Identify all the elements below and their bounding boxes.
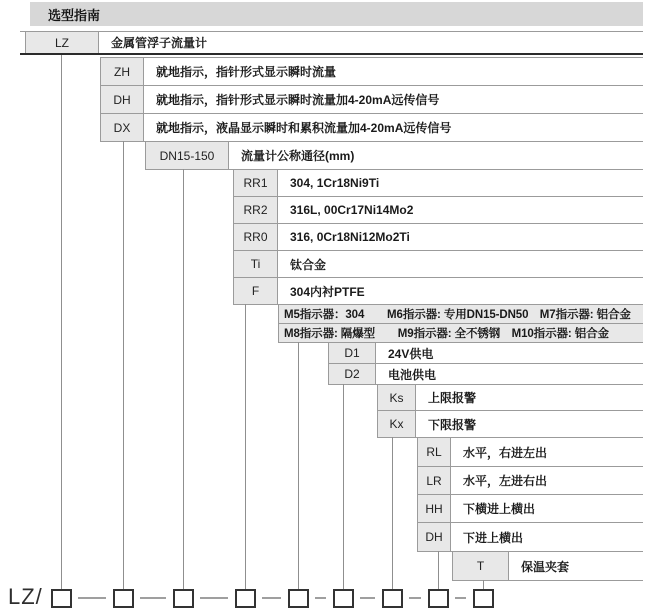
dash-separator	[315, 597, 326, 599]
option-row	[25, 31, 643, 53]
connector-line	[343, 384, 344, 589]
connector-line	[438, 551, 439, 589]
note-text: M8指示器: 隔爆型 M9指示器: 全不锈钢 M10指示器: 铝合金	[284, 328, 609, 340]
model-code-box	[173, 589, 194, 608]
model-prefix-label: LZ/	[8, 584, 43, 609]
dash-separator	[140, 597, 166, 599]
connector-line	[298, 342, 299, 589]
desc-cell: 水平，左进右出	[463, 474, 548, 488]
desc-cell: 就地指示，指针形式显示瞬时流量	[156, 65, 337, 79]
model-code-box	[235, 589, 256, 608]
code-cell: DH	[418, 523, 451, 551]
model-code-box	[382, 589, 403, 608]
code-cell: RR0	[234, 224, 278, 250]
option-row	[100, 57, 643, 85]
desc-cell: 304内衬PTFE	[290, 284, 365, 299]
code-cell: LZ	[26, 32, 99, 53]
divider-dark	[20, 53, 643, 55]
note-text: M5指示器：304 M6指示器: 专用DN15-DN50 M7指示器: 铝合金	[284, 309, 631, 321]
model-code-box	[473, 589, 494, 608]
code-cell: D2	[329, 364, 376, 384]
dash-separator	[262, 597, 281, 599]
code-cell: F	[234, 278, 278, 304]
desc-cell: 流量计公称通径(mm)	[241, 149, 355, 163]
code-cell: Kx	[378, 411, 416, 437]
model-code-box	[333, 589, 354, 608]
code-cell: RL	[418, 438, 451, 466]
option-row	[417, 494, 643, 522]
section-header	[30, 2, 643, 26]
desc-cell: 316, 0Cr18Ni12Mo2Ti	[290, 230, 410, 244]
dash-separator	[360, 597, 375, 599]
code-cell: RR2	[234, 197, 278, 223]
desc-cell: 保温夹套	[521, 559, 570, 574]
option-row	[145, 141, 643, 169]
option-row	[233, 223, 643, 250]
code-cell: Ti	[234, 251, 278, 277]
desc-cell: 下限报警	[428, 417, 477, 432]
desc-cell: 上限报警	[428, 391, 477, 405]
desc-cell: 316L, 00Cr17Ni14Mo2	[290, 203, 414, 217]
connector-line	[483, 580, 484, 589]
option-row	[278, 304, 643, 323]
code-cell: LR	[418, 467, 451, 494]
option-row	[233, 169, 643, 196]
dash-separator	[78, 597, 106, 599]
option-row	[233, 196, 643, 223]
model-code-box	[428, 589, 449, 608]
code-cell: RR1	[234, 170, 278, 196]
model-code-box	[288, 589, 309, 608]
desc-cell: 304, 1Cr18Ni9Ti	[290, 176, 380, 190]
option-row	[452, 551, 643, 580]
page-title: 选型指南	[48, 7, 101, 23]
desc-cell: 就地指示，液晶显示瞬时和累积流量加4-20mA远传信号	[156, 121, 452, 135]
desc-cell: 就地指示，指针形式显示瞬时流量加4-20mA远传信号	[156, 93, 440, 107]
code-cell: DN15-150	[146, 142, 229, 169]
option-row	[233, 250, 643, 277]
option-row	[417, 437, 643, 466]
dash-separator	[409, 597, 421, 599]
option-row	[100, 113, 643, 141]
code-cell: DH	[101, 86, 144, 113]
option-row	[100, 85, 643, 113]
code-cell: T	[453, 552, 509, 580]
option-row	[233, 277, 643, 304]
desc-cell: 金属管浮子流量计	[111, 36, 208, 50]
connector-line	[245, 304, 246, 589]
desc-cell: 水平，右进左出	[463, 445, 548, 460]
code-cell: HH	[418, 495, 451, 522]
connector-line	[61, 55, 62, 589]
desc-cell: 下横进上横出	[463, 502, 536, 516]
connector-line	[123, 141, 124, 589]
option-row	[377, 384, 643, 410]
dash-separator	[200, 597, 228, 599]
code-cell: ZH	[101, 58, 144, 85]
option-row	[417, 466, 643, 494]
desc-cell: 下进上横出	[463, 530, 524, 545]
code-cell: Ks	[378, 385, 416, 410]
option-row	[328, 342, 643, 363]
desc-cell: 电池供电	[388, 367, 437, 382]
model-code-box	[51, 589, 72, 608]
connector-line	[392, 437, 393, 589]
model-code-box	[113, 589, 134, 608]
option-row	[328, 363, 643, 384]
desc-cell: 24V供电	[388, 346, 434, 361]
option-row	[417, 522, 643, 551]
code-cell: D1	[329, 343, 376, 363]
desc-cell: 钛合金	[290, 257, 327, 272]
code-cell: DX	[101, 114, 144, 141]
group-bottom-border	[452, 580, 643, 581]
connector-line	[183, 169, 184, 589]
dash-separator	[455, 597, 466, 599]
option-row	[377, 410, 643, 437]
option-row	[278, 323, 643, 342]
